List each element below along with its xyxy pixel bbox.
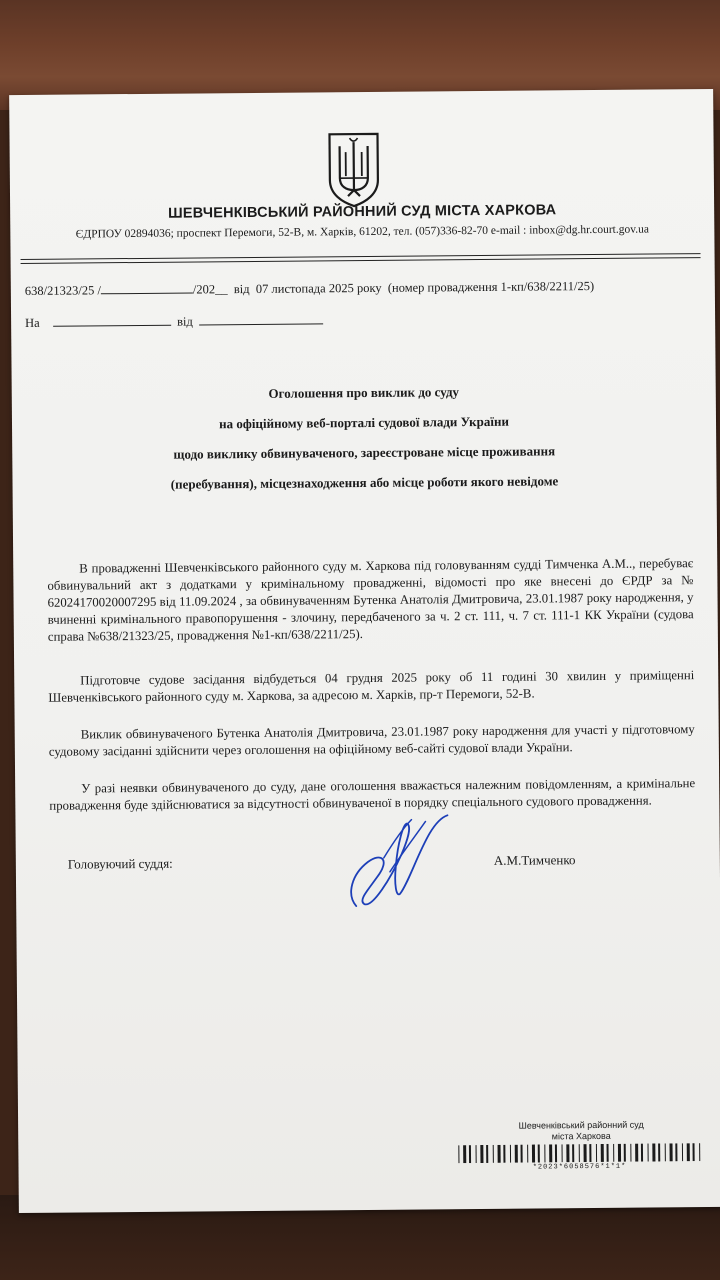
barcode-bar bbox=[648, 1144, 649, 1162]
barcode-bar bbox=[544, 1144, 545, 1162]
barcode-bar bbox=[480, 1145, 483, 1163]
year-suffix: /202__ bbox=[192, 282, 228, 297]
barcode-bar bbox=[675, 1143, 677, 1161]
case-number: 638/21323/25 / bbox=[24, 283, 101, 298]
presiding-judge-label: Головуючий суддя: bbox=[67, 855, 173, 872]
announcement-title-line-2: на офіційному веб-порталі судової влади України bbox=[219, 413, 509, 432]
coat-of-arms-icon bbox=[325, 130, 382, 208]
to-blank bbox=[53, 314, 171, 327]
barcode-bar bbox=[618, 1144, 621, 1162]
barcode-bar bbox=[469, 1145, 471, 1163]
document-date: 07 листопада 2025 року bbox=[255, 280, 382, 296]
date-prefix: від bbox=[233, 282, 250, 297]
barcode-bar bbox=[579, 1144, 580, 1162]
body-paragraph-absence: У разі неявки обвинуваченого до суду, дане оголошення вважається належним повідомленням, а кримінальне провадження буде здійснюватися за відсутності обвинуваченої в порядку спеціального судового провадження. bbox=[49, 776, 696, 813]
barcode-bar bbox=[463, 1145, 466, 1163]
proceeding-number: (номер провадження 1-кп/638/2211/25) bbox=[387, 278, 595, 295]
barcode-bar bbox=[521, 1145, 523, 1163]
presiding-judge-name: А.М.Тимченко bbox=[493, 852, 576, 868]
barcode-bar bbox=[493, 1145, 494, 1163]
barcode-bar bbox=[693, 1143, 695, 1161]
barcode-bar bbox=[613, 1144, 614, 1162]
barcode-bar bbox=[555, 1144, 557, 1162]
barcode-bar bbox=[503, 1145, 505, 1163]
barcode-bar bbox=[630, 1144, 631, 1162]
barcode-bar bbox=[584, 1144, 587, 1162]
barcode-bar bbox=[607, 1144, 609, 1162]
court-contact-line: ЄДРПОУ 02894036; проспект Перемоги, 52-В, м. Харків, 61202, тел. (057)336-82-70 e-mail : inbox@dg.hr.court.gov.ua bbox=[75, 223, 649, 241]
barcode-number: *2023*6058576*1*1* bbox=[532, 1162, 627, 1172]
barcode-bar bbox=[458, 1145, 459, 1163]
barcode-bar bbox=[601, 1144, 604, 1162]
barcode-bar bbox=[687, 1143, 690, 1161]
barcode-bar bbox=[510, 1145, 511, 1163]
barcode-bar bbox=[658, 1143, 660, 1161]
court-name: ШЕВЧЕНКІВСЬКИЙ РАЙОННИЙ СУД МІСТА ХАРКОВА bbox=[167, 202, 557, 222]
barcode-bar bbox=[486, 1145, 488, 1163]
body-paragraph-summons: Виклик обвинуваченого Бутенка Анатолія Дмитровича, 23.01.1987 року народження для участі у підготовчому судовому засіданні здійснити через оголошення на офіційному веб-сайті судової влади України. bbox=[48, 722, 695, 759]
barcode-bar bbox=[498, 1145, 501, 1163]
barcode-bar bbox=[641, 1144, 643, 1162]
barcode-bar bbox=[566, 1144, 569, 1162]
barcode-bar bbox=[589, 1144, 591, 1162]
from-label: від bbox=[177, 314, 193, 329]
stamp-line-1: Шевченківський районний суд bbox=[518, 1119, 644, 1131]
barcode-bar bbox=[549, 1144, 552, 1162]
body-paragraph-hearing: Підготовче судове засідання відбудеться 04 грудня 2025 року об 11 годині 30 хвилин у приміщенні Шевченківського районного суду м. Харкова, за адресою м. Харків, пр-т Перемоги, 52-В. bbox=[48, 668, 695, 705]
reference-line bbox=[25, 278, 594, 299]
barcode-bar bbox=[572, 1144, 574, 1162]
handwritten-signature bbox=[337, 813, 458, 914]
stamp-line-2: міста Харкова bbox=[551, 1130, 611, 1142]
announcement-title-line-3: щодо виклику обвинуваченого, зареєстроване місце проживання bbox=[173, 443, 556, 462]
barcode-bar bbox=[665, 1143, 666, 1161]
body-paragraph-case: В провадженні Шевченківського районного суду м. Харкова під головуванням судді Тимченка А.М.., перебуває обвинувальний акт з додатками у кримінальному провадженні, відомості про яке внесені до ЄРДР за № 62024170020007295 від 11.09.2024 , за обвинуваченням Бутенка Анатолія Дмитровича, 23.01.1987 року народження, у вчиненні кримінального правопорушення - злочину, передбаченого за ч. 2 ст. 111, ч. 7 ст. 111-1 КК України (судова справа №638/21323/25, провадження №1-кп/638/2211/25). bbox=[47, 556, 694, 644]
barcode-bar bbox=[527, 1145, 528, 1163]
barcode-bar bbox=[670, 1143, 673, 1161]
court-registration-stamp bbox=[506, 1119, 656, 1142]
registration-barcode bbox=[456, 1143, 702, 1163]
barcode-bar bbox=[624, 1144, 626, 1162]
to-label: На bbox=[25, 315, 40, 330]
barcode-bar bbox=[699, 1143, 700, 1161]
outgoing-number-blank bbox=[101, 281, 193, 294]
document-page bbox=[9, 89, 720, 1213]
barcode-bar bbox=[596, 1144, 597, 1162]
barcode-bar bbox=[515, 1145, 518, 1163]
barcode-bar bbox=[476, 1145, 477, 1163]
announcement-title-line-4: (перебування), місцезнаходження або місце роботи якого невідоме bbox=[170, 473, 559, 492]
announcement-title-line-1: Оголошення про виклик до суду bbox=[268, 384, 460, 401]
barcode-bar bbox=[652, 1143, 655, 1161]
barcode-bar bbox=[532, 1145, 535, 1163]
barcode-bar bbox=[538, 1145, 540, 1163]
barcode-bar bbox=[635, 1144, 638, 1162]
barcode-bar bbox=[682, 1143, 683, 1161]
from-blank bbox=[199, 312, 323, 325]
recipient-line bbox=[25, 312, 323, 331]
barcode-bar bbox=[562, 1144, 563, 1162]
